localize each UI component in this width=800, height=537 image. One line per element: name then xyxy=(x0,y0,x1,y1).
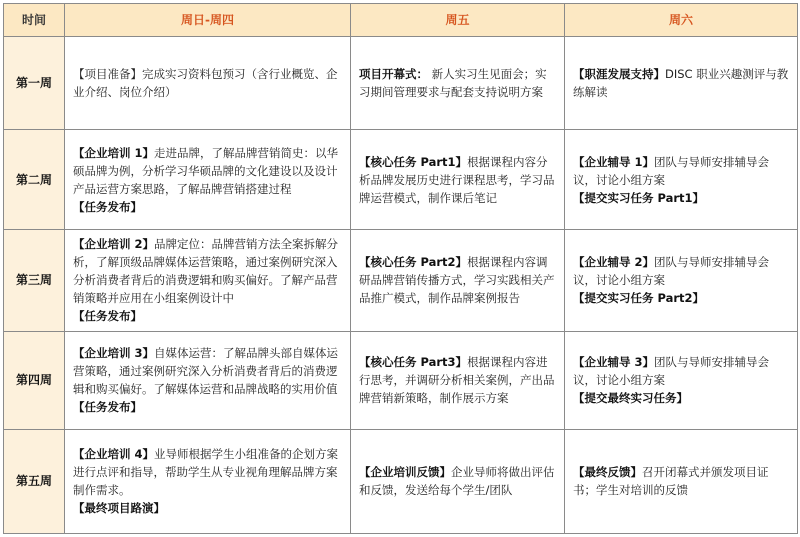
cell-tag: 【企业辅导 3】 xyxy=(573,355,655,370)
cell-sun-thu xyxy=(65,331,351,429)
cell-sun-thu xyxy=(65,37,351,130)
cell-text: DISC 职业兴趣测评与教练解读 xyxy=(573,67,789,100)
header-fri: 周五 xyxy=(351,4,565,37)
cell-sat xyxy=(565,429,798,533)
cell-fri xyxy=(351,37,565,130)
table-row xyxy=(4,37,798,130)
cell-sun-thu xyxy=(65,230,351,331)
cell-text: 团队与导师安排辅导会议，讨论小组方案 xyxy=(573,154,770,187)
header-sun-thu: 周日-周四 xyxy=(65,4,351,37)
cell-text: 新人实习生见面会；实习期间管理要求与配套支持说明方案 xyxy=(359,67,547,100)
week-label: 第二周 xyxy=(4,130,65,230)
header-sat: 周六 xyxy=(565,4,798,37)
cell-footer: 【提交实习任务 Part2】 xyxy=(573,291,705,306)
week-label: 第五周 xyxy=(4,429,65,533)
cell-tag: 【核心任务 Part2】 xyxy=(359,255,468,270)
cell-footer: 【任务发布】 xyxy=(73,309,142,324)
cell-tag: 【项目准备】 xyxy=(73,67,142,82)
cell-sat xyxy=(565,130,798,230)
cell-footer: 【提交实习任务 Part1】 xyxy=(573,190,705,205)
cell-fri xyxy=(351,230,565,331)
cell-tag: 【企业辅导 1】 xyxy=(573,154,655,169)
cell-tag: 【企业培训反馈】 xyxy=(359,465,451,480)
cell-text: 团队与导师安排辅导会议，讨论小组方案 xyxy=(573,255,770,288)
cell-tag: 【核心任务 Part3】 xyxy=(359,355,468,370)
cell-sun-thu xyxy=(65,130,351,230)
table-row xyxy=(4,429,798,533)
cell-fri xyxy=(351,331,565,429)
cell-fri xyxy=(351,429,565,533)
cell-sat xyxy=(565,230,798,331)
cell-text: 根据课程内容分析品牌发展历史进行课程思考，学习品牌运营模式，制作课后笔记 xyxy=(359,154,555,205)
week-label: 第三周 xyxy=(4,230,65,331)
cell-footer: 【最终项目路演】 xyxy=(73,501,165,516)
cell-tag: 【企业培训 1】 xyxy=(73,145,155,160)
cell-footer: 【提交最终实习任务】 xyxy=(573,391,688,406)
cell-text: 走进品牌，了解品牌营销简史：以华硕品牌为例，分析学习华硕品牌的文化建设以及设计产品运营方案思路，了解品牌营销搭建过程 xyxy=(73,145,339,196)
cell-tag: 【最终反馈】 xyxy=(573,465,642,480)
cell-text: 团队与导师安排辅导会议，讨论小组方案 xyxy=(573,355,770,388)
week-label: 第一周 xyxy=(4,37,65,130)
cell-fri xyxy=(351,130,565,230)
header-row xyxy=(4,4,798,37)
cell-text: 完成实习资料包预习（含行业概览、企业介绍、岗位介绍） xyxy=(73,67,338,100)
cell-sat xyxy=(565,331,798,429)
cell-text: 品牌定位：品牌营销方法全案拆解分析，了解顶级品牌媒体运营策略，通过案例研究深入分析消费者背后的消费逻辑和购买偏好。了解产品营销策略并应用在小组案例设计中 xyxy=(73,237,339,306)
cell-text: 业导师根据学生小组准备的企划方案进行点评和指导，帮助学生从专业视角理解品牌方案制作需求。 xyxy=(73,447,339,498)
cell-tag: 【企业辅导 2】 xyxy=(573,255,655,270)
cell-text: 召开闭幕式并颁发项目证书；学生对培训的反馈 xyxy=(573,465,769,498)
week-label: 第四周 xyxy=(4,331,65,429)
cell-tag: 【核心任务 Part1】 xyxy=(359,154,468,169)
cell-tag: 【企业培训 3】 xyxy=(73,346,155,361)
cell-text: 企业导师将做出评估和反馈，发送给每个学生/团队 xyxy=(359,465,555,498)
table-row xyxy=(4,230,798,331)
cell-text: 根据课程内容进行思考，并调研分析相关案例，产出品牌营销新策略，制作展示方案 xyxy=(359,355,555,406)
table-row xyxy=(4,331,798,429)
cell-tag: 【企业培训 2】 xyxy=(73,237,155,252)
cell-text: 根据课程内容调研品牌营销传播方式，学习实践相关产品推广模式，制作品牌案例报告 xyxy=(359,255,555,306)
cell-sat xyxy=(565,37,798,130)
cell-text: 自媒体运营：了解品牌头部自媒体运营策略，通过案例研究深入分析消费者背后的消费逻辑和购买偏好。了解媒体运营和品牌战略的实用价值 xyxy=(73,346,339,397)
cell-tag: 项目开幕式： xyxy=(359,67,428,82)
cell-tag: 【企业培训 4】 xyxy=(73,447,155,462)
cell-tag: 【职涯发展支持】 xyxy=(573,67,665,82)
cell-footer: 【任务发布】 xyxy=(73,400,142,415)
table-row xyxy=(4,130,798,230)
cell-sun-thu xyxy=(65,429,351,533)
internship-schedule-table xyxy=(3,3,798,534)
cell-footer: 【任务发布】 xyxy=(73,199,142,214)
header-time: 时间 xyxy=(4,4,65,37)
